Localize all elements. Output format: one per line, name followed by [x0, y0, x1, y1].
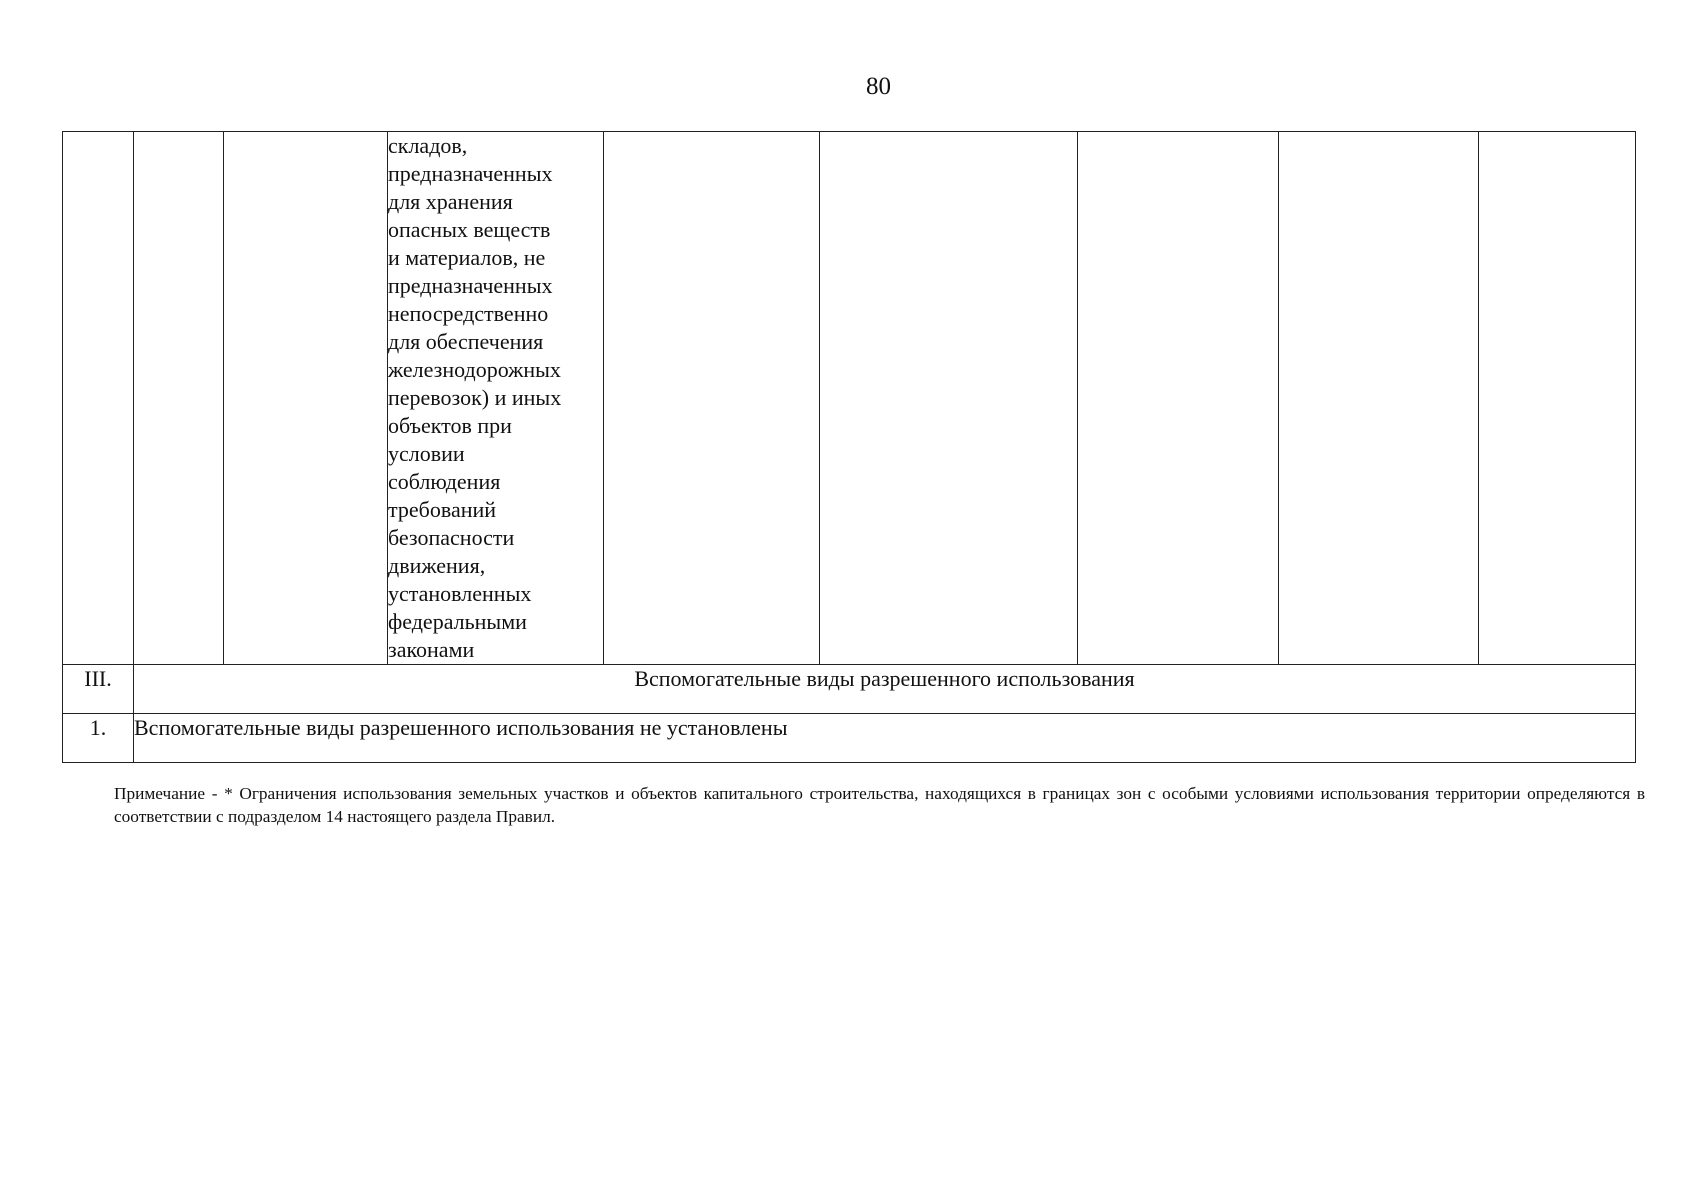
table-row [63, 714, 1636, 763]
table-cell [134, 132, 224, 665]
item-text: Вспомогательные виды разрешенного использования не установлены [134, 714, 1636, 763]
table-cell [1279, 132, 1479, 665]
table-cell [604, 132, 820, 665]
table-cell [1479, 132, 1636, 665]
section-title: Вспомогательные виды разрешенного использования [134, 665, 1636, 714]
table-cell [63, 132, 134, 665]
section-number: III. [63, 665, 134, 714]
page-number: 80 [866, 73, 891, 100]
table-cell [820, 132, 1078, 665]
land-use-table [62, 131, 1636, 763]
table-cell [224, 132, 388, 665]
use-description-cell: складов, предназначенных для хранения опасных веществ и материалов, не предназначенных непосредственно для обеспечения железнодорожных перевозок) и иных объектов при условии соблюдения требований безопасности движения, установленных федеральными законами [388, 132, 604, 665]
table-cell [1078, 132, 1279, 665]
section-row [63, 665, 1636, 714]
footnote: Примечание - * Ограничения использования земельных участков и объектов капитального строительства, находящихся в границах зон с особыми условиями использования территории определяются в соответствии с подразделом 14 настоящего раздела Правил. [114, 784, 1645, 826]
item-number: 1. [63, 714, 134, 763]
continuation-row [63, 132, 1636, 665]
